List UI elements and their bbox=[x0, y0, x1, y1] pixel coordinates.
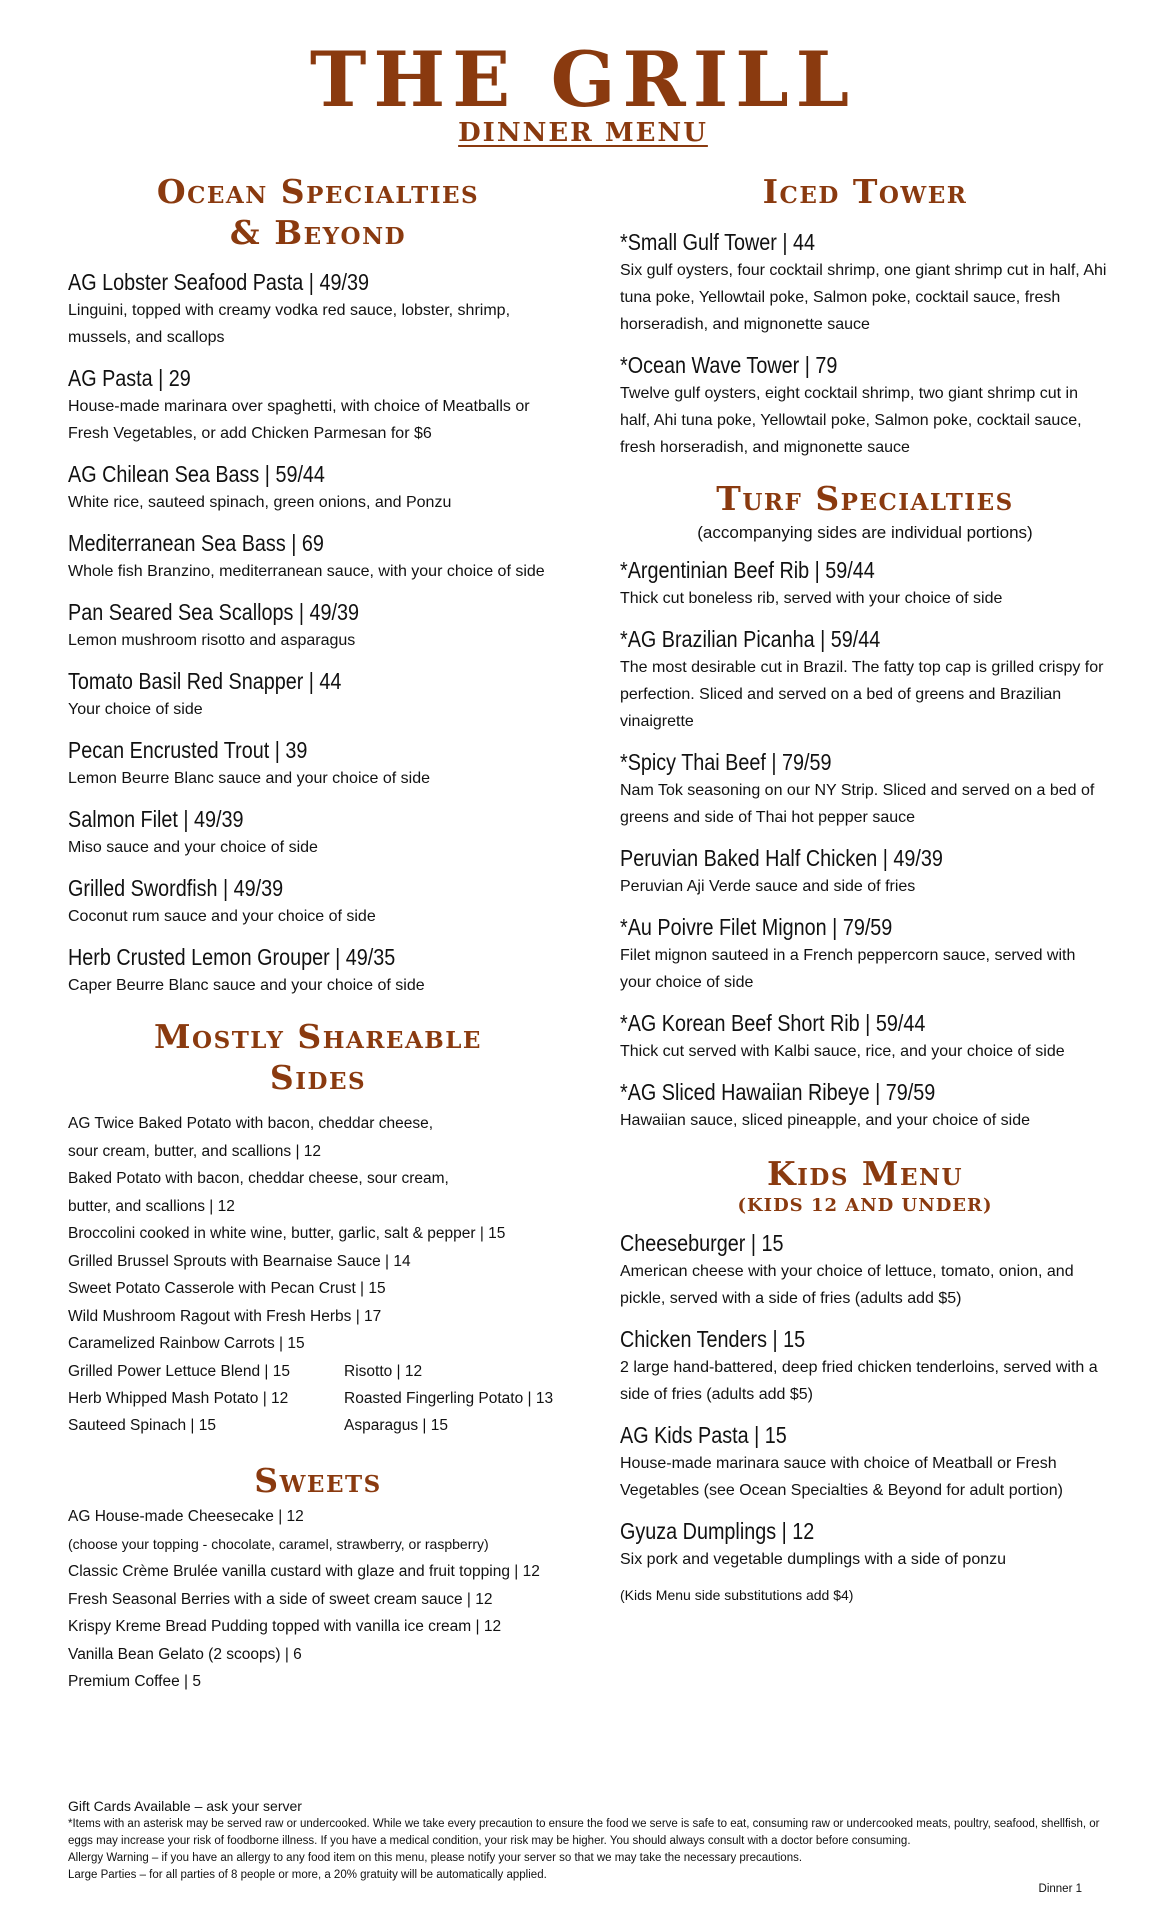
sweets-list bbox=[68, 1503, 568, 1696]
menu-item bbox=[68, 363, 568, 447]
raw-warning: *Items with an asterisk may be served raw or undercooked. While we take every precaution to ensure the food we serve is safe to eat, consuming raw or undercooked meats, poultry, seafood, shellfish, or eggs may increase your risk of foodborne illness. If you have a medical condition, your risk may be higher. You should always consult with a doctor before consuming. bbox=[68, 1818, 1100, 1847]
menu-item-name: Pan Seared Sea Scallops | 49/39 bbox=[68, 599, 360, 626]
menu-item-name: Peruvian Baked Half Chicken | 49/39 bbox=[620, 845, 943, 872]
sweet-item: Krispy Kreme Bread Pudding topped with vanilla ice cream | 12 bbox=[68, 1618, 502, 1636]
menu-item bbox=[620, 912, 1110, 996]
side-item: Roasted Fingerling Potato | 13 bbox=[344, 1389, 554, 1407]
menu-item-description: Lemon mushroom risotto and asparagus bbox=[68, 632, 356, 650]
left-column bbox=[68, 170, 568, 1696]
menu-item-description: Coconut rum sauce and your choice of side bbox=[68, 908, 376, 926]
sweet-item: AG House-made Cheesecake | 12 bbox=[68, 1508, 304, 1526]
allergy-warning: Allergy Warning – if you have an allergy to any food item on this menu, please notify your server so that we may take the necessary precautions. bbox=[68, 1852, 803, 1864]
menu-item bbox=[620, 350, 1110, 461]
menu-item bbox=[68, 735, 568, 792]
menu-item-name: AG Kids Pasta | 15 bbox=[620, 1421, 787, 1448]
menu-item-name: Mediterranean Sea Bass | 69 bbox=[68, 530, 324, 557]
menu-item bbox=[620, 1420, 1110, 1504]
side-item: Sauteed Spinach | 15 bbox=[68, 1416, 216, 1434]
ocean-heading-line2: & Beyond bbox=[229, 212, 407, 252]
menu-item-description: House-made marinara sauce with choice of Meatball or Fresh Vegetables (see Ocean Specialties & Beyond for adult portion) bbox=[620, 1454, 1063, 1499]
ocean-heading bbox=[68, 170, 568, 255]
side-item: Sweet Potato Casserole with Pecan Crust | 15 bbox=[68, 1280, 386, 1298]
side-item: Broccolini cooked in white wine, butter, garlic, salt & pepper | 15 bbox=[68, 1225, 506, 1243]
menu-item-description: Peruvian Aji Verde sauce and side of fries bbox=[620, 878, 916, 896]
turf-items-list bbox=[620, 555, 1110, 1134]
side-item: Asparagus | 15 bbox=[344, 1416, 448, 1434]
sides-two-column-list bbox=[68, 1358, 568, 1439]
menu-item bbox=[620, 747, 1110, 831]
sides-list bbox=[68, 1110, 568, 1358]
side-item: Wild Mushroom Ragout with Fresh Herbs | 17 bbox=[68, 1307, 382, 1325]
menu-item-name: *AG Sliced Hawaiian Ribeye | 79/59 bbox=[620, 1079, 936, 1106]
menu-item-name: *AG Korean Beef Short Rib | 59/44 bbox=[620, 1010, 926, 1037]
menu-subtitle bbox=[0, 120, 1166, 146]
menu-item bbox=[68, 873, 568, 930]
menu-item-name: Salmon Filet | 49/39 bbox=[68, 806, 244, 833]
menu-item-description: Lemon Beurre Blanc sauce and your choice of side bbox=[68, 770, 430, 788]
turf-heading: Turf Specialties bbox=[716, 478, 1014, 518]
menu-item-description: American cheese with your choice of lettuce, tomato, onion, and pickle, served with a side of fries (adults add $5) bbox=[620, 1262, 1074, 1307]
menu-item bbox=[620, 1077, 1110, 1134]
menu-item bbox=[68, 942, 568, 999]
ocean-items-list bbox=[68, 267, 568, 999]
menu-item bbox=[68, 267, 568, 351]
menu-item bbox=[620, 227, 1110, 338]
menu-item-description: Whole fish Branzino, mediterranean sauce, with your choice of side bbox=[68, 563, 545, 581]
side-item: sour cream, butter, and scallions | 12 bbox=[68, 1142, 322, 1160]
menu-item bbox=[68, 528, 568, 585]
sweet-item: Premium Coffee | 5 bbox=[68, 1673, 201, 1691]
menu-item-name: *AG Brazilian Picanha | 59/44 bbox=[620, 626, 881, 653]
menu-item-name: *Spicy Thai Beef | 79/59 bbox=[620, 749, 832, 776]
sides-heading-line1: Mostly Shareable bbox=[154, 1017, 482, 1057]
kids-footnote: (Kids Menu side substitutions add $4) bbox=[620, 1586, 854, 1603]
menu-item-name: Tomato Basil Red Snapper | 44 bbox=[68, 668, 342, 695]
side-item: Grilled Power Lettuce Blend | 15 bbox=[68, 1362, 291, 1380]
menu-item-description: The most desirable cut in Brazil. The fatty top cap is grilled crispy for perfection. Sliced and served on a bed of greens and Brazilian vinaigrette bbox=[620, 659, 1104, 731]
menu-item-name: *Ocean Wave Tower | 79 bbox=[620, 351, 838, 378]
menu-item-description: Nam Tok seasoning on our NY Strip. Sliced and served on a bed of greens and side of Thai hot pepper sauce bbox=[620, 782, 1095, 827]
menu-item-name: Gyuza Dumplings | 12 bbox=[620, 1517, 815, 1544]
menu-item-description: Your choice of side bbox=[68, 701, 203, 719]
menu-item-description: Thick cut boneless rib, served with your choice of side bbox=[620, 590, 1003, 608]
menu-item bbox=[620, 1228, 1110, 1312]
sweet-item: Classic Crème Brulée vanilla custard with glaze and fruit topping | 12 bbox=[68, 1563, 540, 1581]
side-item: Baked Potato with bacon, cheddar cheese, sour cream, bbox=[68, 1170, 449, 1188]
kids-note: (KIDS 12 AND UNDER) bbox=[737, 1194, 993, 1216]
menu-item-name: AG Pasta | 29 bbox=[68, 365, 191, 392]
menu-item-description: Caper Beurre Blanc sauce and your choice of side bbox=[68, 977, 425, 995]
gift-cards-note: Gift Cards Available – ask your server bbox=[68, 1798, 302, 1814]
menu-subtitle-text: DINNER MENU bbox=[458, 118, 708, 148]
menu-item-description: Filet mignon sauteed in a French peppercorn sauce, served with your choice of side bbox=[620, 947, 1076, 992]
iced-heading: Iced Tower bbox=[762, 172, 968, 211]
kids-items-list bbox=[620, 1228, 1110, 1573]
menu-item bbox=[620, 1324, 1110, 1408]
right-column bbox=[620, 170, 1110, 1603]
menu-item-name: Chicken Tenders | 15 bbox=[620, 1325, 806, 1352]
menu-item-name: AG Lobster Seafood Pasta | 49/39 bbox=[68, 269, 369, 296]
menu-item-name: Herb Crusted Lemon Grouper | 49/35 bbox=[68, 944, 396, 971]
menu-item bbox=[68, 666, 568, 723]
menu-item-description: Hawaiian sauce, sliced pineapple, and your choice of side bbox=[620, 1112, 1031, 1130]
menu-item-name: Cheeseburger | 15 bbox=[620, 1229, 784, 1256]
menu-item-description: 2 large hand-battered, deep fried chicken tenderloins, served with a side of fries (adults add $5) bbox=[620, 1358, 1098, 1403]
footer bbox=[68, 1796, 1108, 1884]
iced-items-list bbox=[620, 227, 1110, 461]
menu-item-description: Six pork and vegetable dumplings with a side of ponzu bbox=[620, 1550, 1007, 1568]
kids-heading: Kids Menu bbox=[766, 1154, 964, 1194]
menu-item-description: Six gulf oysters, four cocktail shrimp, one giant shrimp cut in half, Ahi tuna poke, Yellowtail poke, Salmon poke, cocktail sauce, fresh horseradish, and mignonette sauce bbox=[620, 261, 1107, 333]
menu-item-name: *Au Poivre Filet Mignon | 79/59 bbox=[620, 914, 893, 941]
sides-heading bbox=[68, 1015, 568, 1100]
page-number: Dinner 1 bbox=[1038, 1883, 1082, 1895]
side-item: AG Twice Baked Potato with bacon, cheddar cheese, bbox=[68, 1115, 434, 1133]
menu-item bbox=[68, 597, 568, 654]
menu-title: THE GRILL bbox=[309, 35, 857, 124]
side-item: Herb Whipped Mash Potato | 12 bbox=[68, 1389, 289, 1407]
menu-item-name: Grilled Swordfish | 49/39 bbox=[68, 875, 284, 902]
sweet-item: Fresh Seasonal Berries with a side of sweet cream sauce | 12 bbox=[68, 1590, 493, 1608]
menu-item bbox=[620, 555, 1110, 612]
menu-item-description: Linguini, topped with creamy vodka red sauce, lobster, shrimp, mussels, and scallops bbox=[68, 302, 511, 347]
menu-item-description: House-made marinara over spaghetti, with choice of Meatballs or Fresh Vegetables, or add Chicken Parmesan for $6 bbox=[68, 398, 530, 443]
menu-item-description: Miso sauce and your choice of side bbox=[68, 839, 318, 857]
menu-item bbox=[620, 1516, 1110, 1573]
menu-item-description: Twelve gulf oysters, eight cocktail shrimp, two giant shrimp cut in half, Ahi tuna poke, Yellowtail poke, Salmon poke, cocktail sauce, fresh horseradish, and mignonette sauce bbox=[620, 384, 1082, 456]
sweet-item: (choose your topping - chocolate, caramel, strawberry, or raspberry) bbox=[68, 1535, 489, 1552]
menu-item bbox=[620, 624, 1110, 735]
menu-item bbox=[68, 459, 568, 516]
menu-item-name: Pecan Encrusted Trout | 39 bbox=[68, 737, 308, 764]
menu-item-description: Thick cut served with Kalbi sauce, rice, and your choice of side bbox=[620, 1043, 1065, 1061]
menu-item bbox=[620, 1008, 1110, 1065]
menu-item-description: White rice, sauteed spinach, green onions, and Ponzu bbox=[68, 494, 452, 512]
large-parties-note: Large Parties – for all parties of 8 people or more, a 20% gratuity will be automatically applied. bbox=[68, 1869, 547, 1881]
menu-item-name: AG Chilean Sea Bass | 59/44 bbox=[68, 461, 325, 488]
sweets-heading: Sweets bbox=[254, 1460, 382, 1500]
side-item: Caramelized Rainbow Carrots | 15 bbox=[68, 1335, 305, 1353]
menu-item bbox=[68, 804, 568, 861]
sweet-item: Vanilla Bean Gelato (2 scoops) | 6 bbox=[68, 1645, 302, 1663]
turf-note: (accompanying sides are individual portions) bbox=[697, 523, 1033, 543]
ocean-heading-line1: Ocean Specialties bbox=[156, 172, 480, 211]
side-item: butter, and scallions | 12 bbox=[68, 1197, 235, 1215]
side-item: Grilled Brussel Sprouts with Bearnaise Sauce | 14 bbox=[68, 1252, 411, 1270]
side-item: Risotto | 12 bbox=[344, 1362, 423, 1380]
menu-item bbox=[620, 843, 1110, 900]
sides-heading-line2: Sides bbox=[269, 1057, 367, 1097]
menu-item-name: *Argentinian Beef Rib | 59/44 bbox=[620, 557, 875, 584]
menu-item-name: *Small Gulf Tower | 44 bbox=[620, 228, 815, 255]
